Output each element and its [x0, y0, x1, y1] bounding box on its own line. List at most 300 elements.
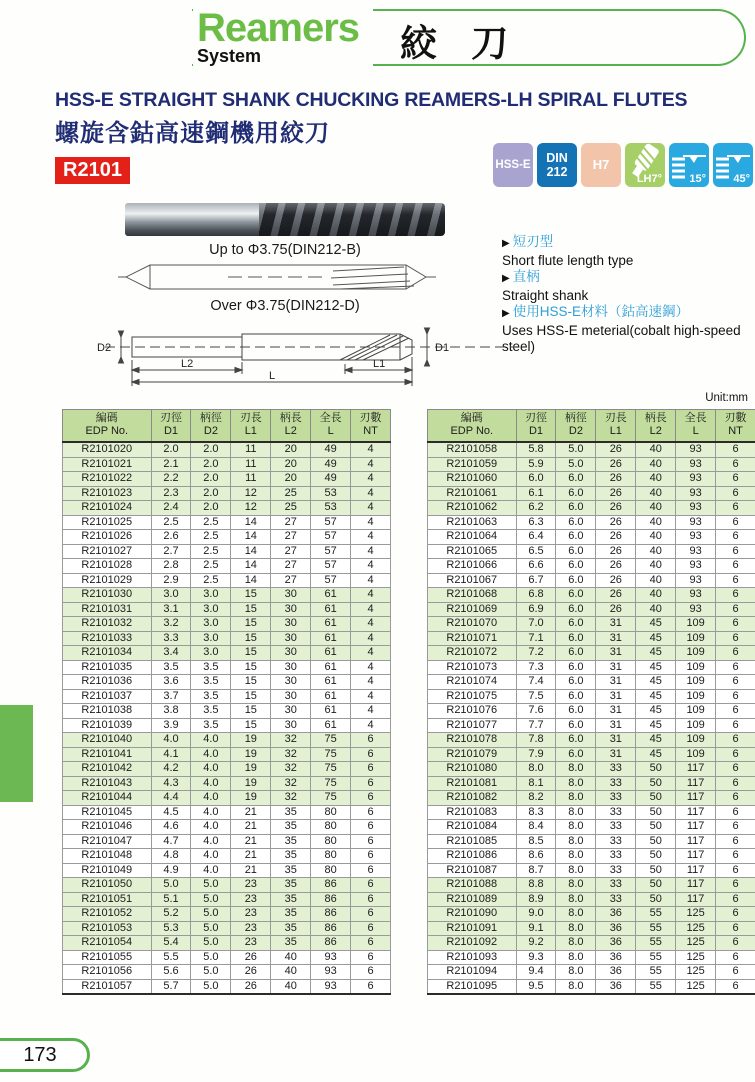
spec-value-cell: 23 — [231, 907, 271, 922]
spec-value-cell: 26 — [231, 979, 271, 994]
spec-value-cell: 20 — [271, 442, 311, 457]
spec-value-cell: 8.9 — [516, 892, 556, 907]
spec-value-cell: 5.9 — [516, 457, 556, 472]
spec-value-cell: 6 — [716, 573, 755, 588]
edp-no-cell: R2101094 — [428, 965, 517, 980]
spec-value-cell: 6.0 — [556, 733, 596, 748]
spec-value-cell: 109 — [676, 675, 716, 690]
spec-value-cell: 6 — [716, 907, 755, 922]
spec-value-cell: 40 — [636, 457, 676, 472]
spec-value-cell: 109 — [676, 646, 716, 661]
edp-no-cell: R2101057 — [63, 979, 152, 994]
spec-value-cell: 6 — [716, 660, 755, 675]
edp-no-cell: R2101081 — [428, 776, 517, 791]
reamer-line-drawing — [118, 257, 436, 297]
spec-value-cell: 26 — [596, 472, 636, 487]
spec-value-cell: 4.8 — [151, 849, 191, 864]
spec-value-cell: 125 — [676, 936, 716, 951]
spec-value-cell: 6 — [351, 762, 391, 777]
spec-value-cell: 86 — [311, 907, 351, 922]
spec-value-cell: 86 — [311, 892, 351, 907]
spec-value-cell: 109 — [676, 617, 716, 632]
column-header: 柄長 L2 — [636, 410, 676, 443]
spec-value-cell: 33 — [596, 834, 636, 849]
spec-value-cell: 86 — [311, 878, 351, 893]
spec-value-cell: 61 — [311, 646, 351, 661]
table-row — [428, 907, 755, 922]
table-row — [428, 501, 755, 516]
edp-no-cell: R2101035 — [63, 660, 152, 675]
section-side-tab — [0, 705, 33, 802]
drawing-caption: Over Φ3.75(DIN212-D) — [210, 298, 360, 314]
spec-value-cell: 6 — [716, 530, 755, 545]
column-header: 刃長 L1 — [596, 410, 636, 443]
spec-value-cell: 2.5 — [151, 515, 191, 530]
spec-value-cell: 6.0 — [516, 472, 556, 487]
spec-value-cell: 61 — [311, 660, 351, 675]
spec-value-cell: 21 — [231, 805, 271, 820]
spec-value-cell: 2.6 — [151, 530, 191, 545]
spec-value-cell: 4.0 — [191, 849, 231, 864]
spec-value-cell: 55 — [636, 965, 676, 980]
spec-value-cell: 12 — [231, 486, 271, 501]
table-row — [63, 892, 391, 907]
spec-value-cell: 26 — [596, 501, 636, 516]
table-row — [63, 950, 391, 965]
spec-value-cell: 6 — [716, 588, 755, 603]
table-row — [428, 472, 755, 487]
spec-value-cell: 3.0 — [191, 631, 231, 646]
spec-value-cell: 31 — [596, 704, 636, 719]
edp-no-cell: R2101061 — [428, 486, 517, 501]
column-header: 全長 L — [311, 410, 351, 443]
feature-en: Straight shank — [502, 287, 589, 303]
spec-value-cell: 27 — [271, 559, 311, 574]
spec-value-cell: 117 — [676, 776, 716, 791]
spec-value-cell: 6 — [716, 704, 755, 719]
spec-value-cell: 6 — [351, 733, 391, 748]
spec-value-cell: 33 — [596, 776, 636, 791]
spec-value-cell: 6 — [716, 544, 755, 559]
spec-value-cell: 117 — [676, 863, 716, 878]
spec-value-cell: 6.3 — [516, 515, 556, 530]
spec-value-cell: 80 — [311, 820, 351, 835]
spec-value-cell: 6 — [716, 762, 755, 777]
spec-value-cell: 6 — [351, 921, 391, 936]
spec-value-cell: 8.0 — [556, 820, 596, 835]
feature-zh: 直柄 — [512, 269, 540, 284]
spec-value-cell: 30 — [271, 588, 311, 603]
table-row — [428, 588, 755, 603]
spec-value-cell: 40 — [636, 588, 676, 603]
spec-value-cell: 6 — [716, 602, 755, 617]
edp-no-cell: R2101083 — [428, 805, 517, 820]
spec-value-cell: 109 — [676, 631, 716, 646]
spec-value-cell: 61 — [311, 617, 351, 632]
spec-value-cell: 6 — [351, 907, 391, 922]
spec-value-cell: 57 — [311, 515, 351, 530]
table-row — [428, 530, 755, 545]
column-header: 刃長 L1 — [231, 410, 271, 443]
table-row — [63, 457, 391, 472]
table-row — [428, 805, 755, 820]
edp-no-cell: R2101082 — [428, 791, 517, 806]
spec-value-cell: 36 — [596, 950, 636, 965]
spec-value-cell: 61 — [311, 631, 351, 646]
spec-value-cell: 3.0 — [151, 588, 191, 603]
spec-value-cell: 26 — [596, 442, 636, 457]
dim-label-l: L — [269, 370, 276, 382]
spec-value-cell: 53 — [311, 501, 351, 516]
spec-value-cell: 11 — [231, 457, 271, 472]
spec-value-cell: 6 — [716, 733, 755, 748]
spec-value-cell: 3.3 — [151, 631, 191, 646]
dim-label-l1: L1 — [373, 358, 386, 370]
spec-value-cell: 5.5 — [151, 950, 191, 965]
spec-value-cell: 5.0 — [191, 936, 231, 951]
spec-value-cell: 31 — [596, 675, 636, 690]
spec-value-cell: 117 — [676, 849, 716, 864]
spec-value-cell: 9.5 — [516, 979, 556, 994]
spec-value-cell: 40 — [636, 442, 676, 457]
table-row — [63, 718, 391, 733]
spec-value-cell: 40 — [636, 544, 676, 559]
table-row — [428, 762, 755, 777]
spec-value-cell: 35 — [271, 921, 311, 936]
spec-value-cell: 12 — [231, 501, 271, 516]
spec-value-cell: 3.5 — [191, 718, 231, 733]
bullet-arrow-icon: ▶ — [502, 273, 510, 284]
spec-value-cell: 32 — [271, 733, 311, 748]
spec-value-cell: 61 — [311, 704, 351, 719]
spec-value-cell: 6.0 — [556, 501, 596, 516]
table-row — [428, 965, 755, 980]
spec-value-cell: 3.5 — [191, 675, 231, 690]
table-row — [63, 747, 391, 762]
spec-value-cell: 8.6 — [516, 849, 556, 864]
spec-value-cell: 4.0 — [191, 820, 231, 835]
h7-tolerance-badge: H7 — [581, 143, 621, 187]
spec-table-right — [427, 409, 755, 995]
spec-value-cell: 45 — [636, 733, 676, 748]
spec-value-cell: 45 — [636, 646, 676, 661]
edp-no-cell: R2101041 — [63, 747, 152, 762]
chamfer-45-badge — [713, 143, 753, 187]
spec-value-cell: 45 — [636, 631, 676, 646]
spec-value-cell: 93 — [676, 544, 716, 559]
spec-value-cell: 6 — [716, 921, 755, 936]
edp-no-cell: R2101031 — [63, 602, 152, 617]
spec-value-cell: 19 — [231, 733, 271, 748]
dim-label-d1: D1 — [435, 342, 450, 354]
spec-value-cell: 20 — [271, 472, 311, 487]
edp-no-cell: R2101071 — [428, 631, 517, 646]
spec-value-cell: 4 — [351, 472, 391, 487]
spec-value-cell: 75 — [311, 747, 351, 762]
spec-value-cell: 9.3 — [516, 950, 556, 965]
spec-value-cell: 8.0 — [556, 936, 596, 951]
table-row — [428, 704, 755, 719]
spec-value-cell: 6 — [351, 979, 391, 994]
table-row — [63, 921, 391, 936]
spec-value-cell: 26 — [596, 530, 636, 545]
edp-no-cell: R2101084 — [428, 820, 517, 835]
spec-value-cell: 20 — [271, 457, 311, 472]
table-row — [63, 472, 391, 487]
spec-value-cell: 26 — [596, 486, 636, 501]
table-row — [63, 501, 391, 516]
spec-value-cell: 2.0 — [151, 442, 191, 457]
spec-value-cell: 15 — [231, 602, 271, 617]
table-row — [63, 646, 391, 661]
spec-value-cell: 21 — [231, 863, 271, 878]
spec-value-cell: 3.1 — [151, 602, 191, 617]
edp-no-cell: R2101022 — [63, 472, 152, 487]
spec-value-cell: 109 — [676, 733, 716, 748]
table-row — [428, 820, 755, 835]
spec-value-cell: 6 — [716, 965, 755, 980]
spec-value-cell: 6.8 — [516, 588, 556, 603]
spec-value-cell: 4.6 — [151, 820, 191, 835]
spec-value-cell: 50 — [636, 834, 676, 849]
spec-value-cell: 8.7 — [516, 863, 556, 878]
spec-value-cell: 14 — [231, 573, 271, 588]
spec-value-cell: 30 — [271, 617, 311, 632]
spec-value-cell: 40 — [636, 515, 676, 530]
table-row — [63, 965, 391, 980]
spec-value-cell: 2.4 — [151, 501, 191, 516]
spec-value-cell: 3.5 — [191, 689, 231, 704]
spec-value-cell: 27 — [271, 530, 311, 545]
edp-no-cell: R2101052 — [63, 907, 152, 922]
edp-no-cell: R2101044 — [63, 791, 152, 806]
spec-value-cell: 31 — [596, 718, 636, 733]
spec-value-cell: 4.0 — [191, 791, 231, 806]
spec-value-cell: 6 — [716, 849, 755, 864]
spec-value-cell: 50 — [636, 820, 676, 835]
spec-value-cell: 31 — [596, 733, 636, 748]
edp-no-cell: R2101063 — [428, 515, 517, 530]
hsse-material-badge: HSS-E — [493, 143, 533, 187]
spec-value-cell: 4 — [351, 602, 391, 617]
spec-value-cell: 3.8 — [151, 704, 191, 719]
table-row — [63, 660, 391, 675]
edp-no-cell: R2101040 — [63, 733, 152, 748]
angle-15-label: 15° — [689, 173, 706, 185]
spec-value-cell: 7.1 — [516, 631, 556, 646]
spec-value-cell: 4.0 — [151, 733, 191, 748]
spec-value-cell: 5.4 — [151, 936, 191, 951]
spec-value-cell: 8.0 — [556, 849, 596, 864]
spec-value-cell: 6 — [716, 646, 755, 661]
spec-value-cell: 26 — [596, 588, 636, 603]
feature-zh: 短刃型 — [512, 234, 554, 249]
spec-value-cell: 4 — [351, 544, 391, 559]
spec-value-cell: 57 — [311, 559, 351, 574]
table-row — [428, 936, 755, 951]
spec-value-cell: 35 — [271, 849, 311, 864]
spec-value-cell: 31 — [596, 646, 636, 661]
table-row — [63, 762, 391, 777]
spec-value-cell: 30 — [271, 704, 311, 719]
table-row — [428, 544, 755, 559]
spec-value-cell: 40 — [636, 472, 676, 487]
spec-value-cell: 7.7 — [516, 718, 556, 733]
table-row — [63, 979, 391, 994]
spec-value-cell: 35 — [271, 892, 311, 907]
page-title-chinese: 螺旋含鈷高速鋼機用絞刀 — [55, 120, 330, 147]
spec-value-cell: 26 — [596, 457, 636, 472]
spec-value-cell: 35 — [271, 878, 311, 893]
edp-no-cell: R2101087 — [428, 863, 517, 878]
spec-value-cell: 8.0 — [556, 776, 596, 791]
spec-value-cell: 93 — [676, 515, 716, 530]
spec-value-cell: 3.0 — [191, 588, 231, 603]
spec-value-cell: 2.5 — [191, 573, 231, 588]
spec-value-cell: 2.9 — [151, 573, 191, 588]
spec-value-cell: 6.5 — [516, 544, 556, 559]
spec-value-cell: 26 — [596, 602, 636, 617]
spec-value-cell: 93 — [676, 472, 716, 487]
spec-value-cell: 11 — [231, 472, 271, 487]
spec-value-cell: 6 — [351, 892, 391, 907]
spec-value-cell: 5.0 — [191, 921, 231, 936]
spec-value-cell: 26 — [596, 515, 636, 530]
spec-value-cell: 50 — [636, 878, 676, 893]
spec-value-cell: 8.0 — [556, 979, 596, 994]
edp-no-cell: R2101065 — [428, 544, 517, 559]
table-row — [63, 936, 391, 951]
spec-value-cell: 7.6 — [516, 704, 556, 719]
table-row — [428, 834, 755, 849]
spec-value-cell: 117 — [676, 805, 716, 820]
spec-value-cell: 93 — [676, 442, 716, 457]
spec-value-cell: 6.0 — [556, 660, 596, 675]
spec-value-cell: 117 — [676, 762, 716, 777]
table-row — [63, 486, 391, 501]
spec-value-cell: 40 — [636, 530, 676, 545]
spec-value-cell: 36 — [596, 907, 636, 922]
spec-value-cell: 125 — [676, 921, 716, 936]
spec-value-cell: 40 — [636, 559, 676, 574]
edp-no-cell: R2101020 — [63, 442, 152, 457]
spec-value-cell: 6.0 — [556, 602, 596, 617]
spec-value-cell: 4 — [351, 486, 391, 501]
edp-no-cell: R2101038 — [63, 704, 152, 719]
spec-value-cell: 3.7 — [151, 689, 191, 704]
reamer-photo-shank — [125, 203, 259, 236]
spec-value-cell: 23 — [231, 892, 271, 907]
column-header: 柄徑 D2 — [191, 410, 231, 443]
spec-value-cell: 23 — [231, 921, 271, 936]
spec-value-cell: 8.0 — [556, 834, 596, 849]
spec-value-cell: 30 — [271, 646, 311, 661]
spec-value-cell: 80 — [311, 805, 351, 820]
spec-value-cell: 23 — [231, 936, 271, 951]
spec-value-cell: 57 — [311, 544, 351, 559]
table-row — [63, 849, 391, 864]
spec-value-cell: 45 — [636, 689, 676, 704]
spec-value-cell: 57 — [311, 573, 351, 588]
spec-value-cell: 5.0 — [191, 892, 231, 907]
edp-no-cell: R2101030 — [63, 588, 152, 603]
edp-no-cell: R2101043 — [63, 776, 152, 791]
spec-value-cell: 8.1 — [516, 776, 556, 791]
table-row — [63, 530, 391, 545]
spec-value-cell: 61 — [311, 718, 351, 733]
spec-value-cell: 19 — [231, 791, 271, 806]
edp-no-cell: R2101062 — [428, 501, 517, 516]
spec-value-cell: 4.0 — [191, 834, 231, 849]
spec-value-cell: 27 — [271, 515, 311, 530]
table-row — [63, 863, 391, 878]
spec-value-cell: 15 — [231, 617, 271, 632]
spec-value-cell: 4 — [351, 501, 391, 516]
feature-list — [502, 234, 755, 356]
table-row — [63, 559, 391, 574]
edp-no-cell: R2101089 — [428, 892, 517, 907]
reamer-photo — [125, 203, 445, 236]
spec-value-cell: 86 — [311, 936, 351, 951]
lh7-label: LH7° — [636, 173, 662, 185]
dim-label-l2: L2 — [181, 358, 194, 370]
edp-no-cell: R2101092 — [428, 936, 517, 951]
feature-item — [502, 269, 755, 304]
spec-value-cell: 93 — [311, 950, 351, 965]
spec-value-cell: 6.0 — [556, 530, 596, 545]
spec-value-cell: 35 — [271, 805, 311, 820]
spec-value-cell: 93 — [676, 573, 716, 588]
spec-value-cell: 8.0 — [556, 805, 596, 820]
spec-value-cell: 30 — [271, 689, 311, 704]
spec-value-cell: 6 — [351, 834, 391, 849]
spec-value-cell: 6 — [351, 950, 391, 965]
spec-value-cell: 5.7 — [151, 979, 191, 994]
spec-value-cell: 93 — [311, 965, 351, 980]
spec-badges — [493, 143, 753, 187]
table-row — [63, 878, 391, 893]
spec-value-cell: 6 — [351, 776, 391, 791]
edp-no-cell: R2101055 — [63, 950, 152, 965]
spec-value-cell: 93 — [311, 979, 351, 994]
brand-block — [193, 4, 373, 67]
spec-value-cell: 40 — [636, 501, 676, 516]
edp-no-cell: R2101023 — [63, 486, 152, 501]
spec-value-cell: 93 — [676, 602, 716, 617]
edp-no-cell: R2101025 — [63, 515, 152, 530]
spec-value-cell: 8.0 — [556, 950, 596, 965]
spec-value-cell: 4.0 — [191, 733, 231, 748]
spec-value-cell: 6 — [351, 863, 391, 878]
spec-value-cell: 6.4 — [516, 530, 556, 545]
column-header: 編碼 EDP No. — [63, 410, 152, 443]
technical-drawing — [85, 320, 525, 412]
table-row — [428, 776, 755, 791]
spec-value-cell: 6.0 — [556, 486, 596, 501]
spec-value-cell: 30 — [271, 602, 311, 617]
spec-value-cell: 6 — [716, 950, 755, 965]
spec-value-cell: 6.0 — [556, 718, 596, 733]
spec-value-cell: 7.3 — [516, 660, 556, 675]
spec-value-cell: 30 — [271, 631, 311, 646]
spec-value-cell: 4.0 — [191, 863, 231, 878]
spec-value-cell: 5.3 — [151, 921, 191, 936]
spec-value-cell: 45 — [636, 718, 676, 733]
edp-no-cell: R2101079 — [428, 747, 517, 762]
right-table-head — [428, 410, 755, 443]
spec-value-cell: 49 — [311, 472, 351, 487]
din-standard-badge — [537, 143, 577, 187]
